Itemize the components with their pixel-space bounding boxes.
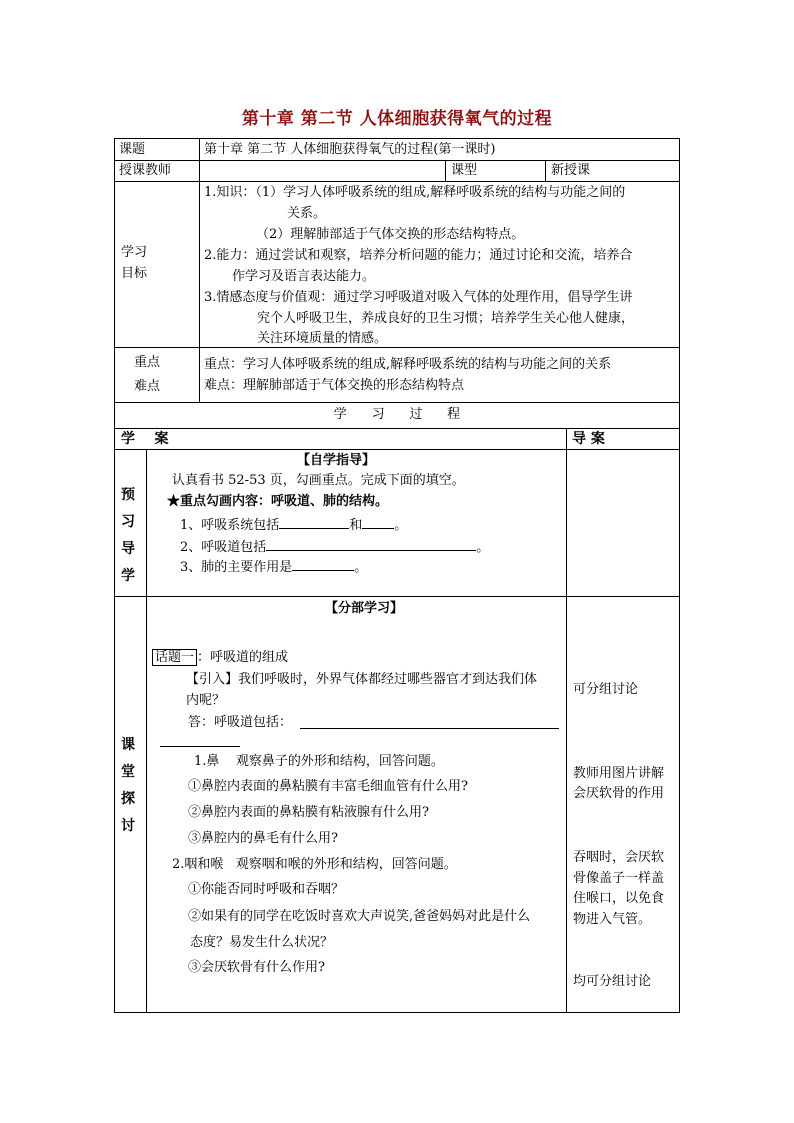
keypoints-label-1: 重点 <box>134 355 161 370</box>
answer-blank[interactable] <box>300 728 559 729</box>
guide-note: 住喉口，以免食 <box>573 891 665 906</box>
guide-note: 物进入气管。 <box>573 912 652 927</box>
key-point: 重点：学习人体呼吸系统的组成,解释呼吸系统的结构与功能之间的关系 <box>204 357 612 372</box>
answer-label: 答：呼吸道包括： <box>188 715 293 730</box>
teacher-label: 授课教师 <box>119 163 172 178</box>
throat-question: ②如果有的同学在吃饭时喜欢大声说笑,爸爸妈妈对此是什么 <box>188 909 531 924</box>
guide-note: 吞咽时，会厌软 <box>573 850 665 865</box>
nose-question: ①鼻腔内表面的鼻粘膜有丰富毛细血管有什么用? <box>188 779 468 794</box>
blank-field[interactable] <box>266 537 476 551</box>
preview-intro: 认真看书 52-53 页，勾画重点。完成下面的填空。 <box>172 473 465 488</box>
objectives-label-2: 目标 <box>121 266 148 281</box>
objective-line: 1.知识：（1）学习人体呼吸系统的组成,解释呼吸系统的结构与功能之间的 <box>204 185 626 200</box>
guide-note: 均可分组讨论 <box>573 974 652 989</box>
topic-tag: 话题一 <box>152 649 197 666</box>
guide-note: 骨像盖子一样盖 <box>573 871 665 886</box>
topic-label: 课题 <box>119 142 146 157</box>
blank-field[interactable] <box>292 557 354 571</box>
discussion-intro-2: 内呢？ <box>186 693 226 708</box>
blank-field[interactable] <box>279 515 349 529</box>
objective-line: 究个人呼吸卫生，养成良好的卫生习惯；培养学生关心他人健康， <box>257 311 635 326</box>
objective-line: 关注环境质量的情感。 <box>257 331 388 346</box>
nose-question: ③鼻腔内的鼻毛有什么用? <box>188 831 338 846</box>
topic-one: 话题一 ：呼吸道的组成 <box>152 648 288 667</box>
keypoints-label-2: 难点 <box>134 379 161 394</box>
column-plan: 学 案 <box>121 431 169 447</box>
discussion-intro-1: 【引入】我们呼吸时，外界气体都经过哪些器官才到达我们体 <box>186 672 538 687</box>
preview-focus: ★重点勾画内容：呼吸道、肺的结构。 <box>167 494 389 509</box>
nose-heading: 1.鼻 观察鼻子的外形和结构，回答问题。 <box>194 754 444 769</box>
page-title: 第十章 第二节 人体细胞获得氧气的过程 <box>241 109 553 129</box>
guide-note: 教师用图片讲解 <box>573 766 665 781</box>
difficulty-point: 难点：理解肺部适于气体交换的形态结构特点 <box>204 378 465 393</box>
column-guide: 导 案 <box>572 431 605 447</box>
blank-field[interactable] <box>362 515 394 529</box>
lesson-type-value: 新授课 <box>551 163 591 178</box>
preview-heading: 【自学指导】 <box>297 453 376 468</box>
preview-question-1: 1、呼吸系统包括 和 。 <box>180 515 407 535</box>
nose-question: ②鼻腔内表面的鼻粘膜有粘液腺有什么用? <box>188 805 429 820</box>
preview-question-3: 3、肺的主要作用是 。 <box>180 557 367 577</box>
lesson-type-label: 课型 <box>451 163 478 178</box>
guide-note: 会厌软骨的作用 <box>573 786 665 801</box>
objective-line: 关系。 <box>287 206 327 221</box>
guide-note: 可分组讨论 <box>573 682 639 697</box>
preview-side-label: 预 习 导 学 <box>121 487 135 584</box>
throat-question: 态度？易发生什么状况？ <box>190 935 334 950</box>
objective-line: 作学习及语言表达能力。 <box>232 269 376 284</box>
discussion-heading: 【分部学习】 <box>325 601 404 616</box>
throat-question: ①你能否同时呼吸和吞咽？ <box>188 882 345 897</box>
throat-heading: 2.咽和喉 观察咽和喉的外形和结构，回答问题。 <box>172 857 457 872</box>
preview-question-2: 2、呼吸道包括 。 <box>180 537 489 557</box>
process-heading: 学 习 过 程 <box>333 407 461 422</box>
discussion-side-label: 课 堂 探 讨 <box>121 737 135 834</box>
objective-line: （2）理解肺部适于气体交换的形态结构特点。 <box>256 227 525 242</box>
topic-value: 第十章 第二节 人体细胞获得氧气的过程(第一课时) <box>204 142 496 157</box>
objectives-label-1: 学习 <box>121 245 148 260</box>
throat-question: ③会厌软骨有什么作用? <box>188 960 325 975</box>
objective-line: 2.能力：通过尝试和观察，培养分析问题的能力；通过讨论和交流，培养合 <box>204 248 633 263</box>
objective-line: 3.情感态度与价值观：通过学习呼吸道对吸入气体的处理作用，倡导学生讲 <box>204 290 633 305</box>
answer-blank-continued[interactable] <box>160 746 240 747</box>
